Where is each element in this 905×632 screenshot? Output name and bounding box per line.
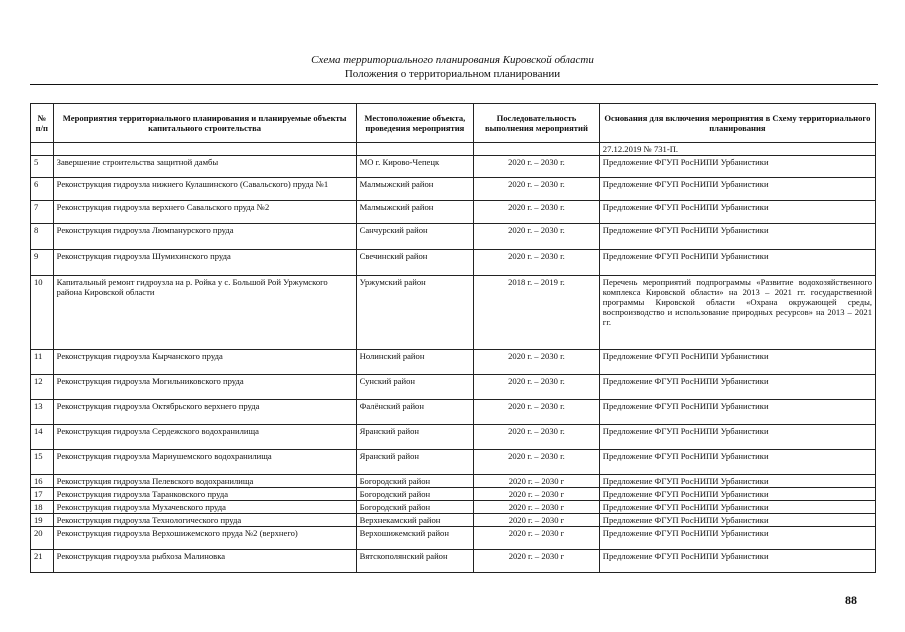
row-basis: Предложение ФГУП РосНИПИ Урбанистики (599, 475, 875, 488)
table-row (31, 375, 876, 400)
row-basis: Предложение ФГУП РосНИПИ Урбанистики (599, 514, 875, 527)
row-number: 13 (31, 400, 54, 425)
page-number: 88 (845, 593, 857, 607)
table-row (31, 276, 876, 350)
row-location: Уржумский район (356, 276, 473, 350)
row-period: 2020 г. – 2030 г. (474, 375, 600, 400)
row-location: Малмыжский район (356, 201, 473, 224)
row-number: 10 (31, 276, 54, 350)
row-activity: Реконструкция гидроузла Мариушемского водохранилища (53, 450, 356, 475)
row-number: 17 (31, 488, 54, 501)
row-location: Вятскополянский район (356, 550, 473, 573)
row-period: 2020 г. – 2030 г. (474, 156, 600, 178)
row-activity: Реконструкция гидроузла нижнего Кулашинского (Савальского) пруда №1 (53, 178, 356, 201)
continuation-empty-cell (356, 143, 473, 156)
row-basis: Предложение ФГУП РосНИПИ Урбанистики (599, 527, 875, 550)
column-header-basis: Основания для включения мероприятия в Схему территориального планирования (599, 104, 875, 143)
row-location: Сунский район (356, 375, 473, 400)
table-row (31, 201, 876, 224)
table-row (31, 550, 876, 573)
row-period: 2020 г. – 2030 г. (474, 250, 600, 276)
row-basis: Предложение ФГУП РосНИПИ Урбанистики (599, 224, 875, 250)
table-row (31, 350, 876, 375)
row-number: 12 (31, 375, 54, 400)
column-header-activity: Мероприятия территориального планирования и планируемые объекты капитального строительства (53, 104, 356, 143)
row-activity: Реконструкция гидроузла верхнего Савальского пруда №2 (53, 201, 356, 224)
row-activity: Реконструкция гидроузла Таранковского пруда (53, 488, 356, 501)
row-location: Фалёнский район (356, 400, 473, 425)
continuation-basis: 27.12.2019 № 731-П. (599, 143, 875, 156)
row-location: Свечинский район (356, 250, 473, 276)
row-activity: Реконструкция гидроузла Могильниковского пруда (53, 375, 356, 400)
row-number: 7 (31, 201, 54, 224)
row-period: 2020 г. – 2030 г. (474, 400, 600, 425)
row-period: 2018 г. – 2019 г. (474, 276, 600, 350)
row-period: 2020 г. – 2030 г (474, 527, 600, 550)
row-period: 2020 г. – 2030 г (474, 550, 600, 573)
continuation-row (31, 143, 876, 156)
row-activity: Реконструкция гидроузла рыбхоза Малиновка (53, 550, 356, 573)
table-row (31, 450, 876, 475)
table-row (31, 224, 876, 250)
row-period: 2020 г. – 2030 г (474, 501, 600, 514)
row-location: Верхнекамский район (356, 514, 473, 527)
row-location: Богородский район (356, 488, 473, 501)
document-subtitle: Положения о территориальном планировании (344, 68, 561, 80)
row-basis: Предложение ФГУП РосНИПИ Урбанистики (599, 400, 875, 425)
table-row (31, 178, 876, 201)
header-rule (30, 84, 878, 85)
row-location: Нолинский район (356, 350, 473, 375)
row-basis: Предложение ФГУП РосНИПИ Урбанистики (599, 350, 875, 375)
column-header-location: Местоположение объекта, проведения мероприятия (356, 104, 473, 143)
table-row (31, 400, 876, 425)
row-period: 2020 г. – 2030 г. (474, 224, 600, 250)
table-row (31, 514, 876, 527)
row-basis: Предложение ФГУП РосНИПИ Урбанистики (599, 425, 875, 450)
row-activity: Реконструкция гидроузла Октябрьского верхнего пруда (53, 400, 356, 425)
continuation-empty-cell (53, 143, 356, 156)
row-activity: Завершение строительства защитной дамбы (53, 156, 356, 178)
row-number: 16 (31, 475, 54, 488)
row-basis: Предложение ФГУП РосНИПИ Урбанистики (599, 201, 875, 224)
table-row (31, 250, 876, 276)
row-number: 9 (31, 250, 54, 276)
row-location: Верхошижемский район (356, 527, 473, 550)
row-number: 21 (31, 550, 54, 573)
row-number: 11 (31, 350, 54, 375)
row-activity: Реконструкция гидроузла Шумихинского пруда (53, 250, 356, 276)
table-row (31, 527, 876, 550)
row-period: 2020 г. – 2030 г. (474, 425, 600, 450)
row-number: 19 (31, 514, 54, 527)
row-period: 2020 г. – 2030 г (474, 488, 600, 501)
row-period: 2020 г. – 2030 г (474, 475, 600, 488)
row-basis: Предложение ФГУП РосНИПИ Урбанистики (599, 501, 875, 514)
row-basis: Предложение ФГУП РосНИПИ Урбанистики (599, 250, 875, 276)
measures-table (30, 103, 876, 573)
row-activity: Реконструкция гидроузла Кырчанского пруда (53, 350, 356, 375)
row-location: Богородский район (356, 501, 473, 514)
row-location: Санчурский район (356, 224, 473, 250)
table-row (31, 156, 876, 178)
continuation-empty-cell (31, 143, 54, 156)
row-number: 18 (31, 501, 54, 514)
table-header-row (31, 104, 876, 143)
row-period: 2020 г. – 2030 г. (474, 201, 600, 224)
column-header-sequence: Последовательность выполнения мероприятий (474, 104, 600, 143)
continuation-empty-cell (474, 143, 600, 156)
row-number: 8 (31, 224, 54, 250)
row-location: Малмыжский район (356, 178, 473, 201)
row-basis: Предложение ФГУП РосНИПИ Урбанистики (599, 488, 875, 501)
row-activity: Реконструкция гидроузла Пелевского водохранилища (53, 475, 356, 488)
table-row (31, 488, 876, 501)
row-basis: Предложение ФГУП РосНИПИ Урбанистики (599, 450, 875, 475)
row-basis: Предложение ФГУП РосНИПИ Урбанистики (599, 178, 875, 201)
row-period: 2020 г. – 2030 г. (474, 178, 600, 201)
row-location: Яранский район (356, 450, 473, 475)
row-number: 14 (31, 425, 54, 450)
row-activity: Реконструкция гидроузла Люмпанурского пруда (53, 224, 356, 250)
row-activity: Реконструкция гидроузла Технологического пруда (53, 514, 356, 527)
row-location: Яранский район (356, 425, 473, 450)
row-period: 2020 г. – 2030 г. (474, 450, 600, 475)
row-number: 6 (31, 178, 54, 201)
row-location: МО г. Кирово-Чепецк (356, 156, 473, 178)
row-activity: Реконструкция гидроузла Верхошижемского пруда №2 (верхнего) (53, 527, 356, 550)
row-basis: Перечень мероприятий подпрограммы «Развитие водохозяйственного комплекса Кировской области» на 2013 – 2021 гг. государственной программы Кировской области «Охрана окружающей среды, воспроизводство и использование природных ресурсов» на 2013 – 2021 гг. (599, 276, 875, 350)
row-activity: Реконструкция гидроузла Мухачевского пруда (53, 501, 356, 514)
row-activity: Реконструкция гидроузла Сердежского водохранилища (53, 425, 356, 450)
document-title: Схема территориального планирования Кировской области (311, 54, 594, 66)
row-basis: Предложение ФГУП РосНИПИ Урбанистики (599, 375, 875, 400)
row-basis: Предложение ФГУП РосНИПИ Урбанистики (599, 550, 875, 573)
row-period: 2020 г. – 2030 г (474, 514, 600, 527)
row-basis: Предложение ФГУП РосНИПИ Урбанистики (599, 156, 875, 178)
row-number: 20 (31, 527, 54, 550)
row-activity: Капитальный ремонт гидроузла на р. Ройка у с. Большой Рой Уржумского района Кировской области (53, 276, 356, 350)
row-number: 15 (31, 450, 54, 475)
column-header-number: № п/п (31, 104, 54, 143)
row-number: 5 (31, 156, 54, 178)
row-period: 2020 г. – 2030 г. (474, 350, 600, 375)
table-row (31, 425, 876, 450)
table-row (31, 501, 876, 514)
row-location: Богородский район (356, 475, 473, 488)
table-row (31, 475, 876, 488)
